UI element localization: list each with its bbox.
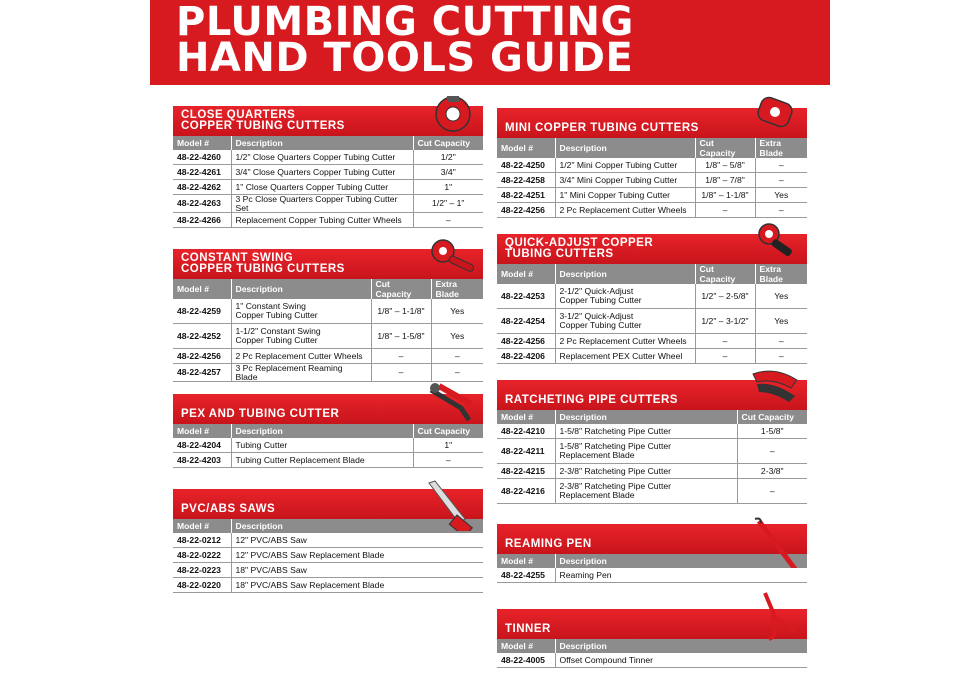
reaming-pen-icon	[745, 510, 805, 568]
section-header	[173, 394, 483, 424]
table-cell: 48-22-4203	[173, 453, 231, 468]
table-row	[497, 188, 807, 203]
table-cell: 1/8" – 1-1/8"	[695, 188, 755, 203]
table-cell: Yes	[755, 188, 807, 203]
col-header-model: Model #	[173, 424, 231, 438]
table-cell: 48-22-4215	[497, 464, 555, 479]
table-cell: 48-22-4257	[173, 364, 231, 382]
col-header-description: Description	[231, 279, 371, 299]
col-header-description: Description	[555, 138, 695, 158]
table-cell: –	[413, 213, 483, 228]
table-cell: –	[695, 203, 755, 218]
table-cell: 48-22-4260	[173, 150, 231, 165]
col-header-cut-capacity: Cut Capacity	[413, 136, 483, 150]
section-header	[497, 609, 807, 639]
section-title: RATCHETING PIPE CUTTERS	[505, 394, 678, 406]
table-row	[497, 284, 807, 309]
section-header	[497, 524, 807, 554]
col-header-description: Description	[231, 424, 413, 438]
mini-copper-cutter-icon	[745, 94, 805, 138]
ratcheting-table	[497, 410, 807, 504]
table-cell: Yes	[431, 324, 483, 349]
pex-cutter-icon	[421, 380, 481, 424]
table-cell: 48-22-4259	[173, 299, 231, 324]
section-header	[497, 234, 807, 264]
section-title: MINI COPPER TUBING CUTTERS	[505, 122, 699, 134]
section-title: CLOSE QUARTERS COPPER TUBING CUTTERS	[181, 109, 345, 132]
table-cell: 48-22-0220	[173, 578, 231, 593]
pex-table	[173, 424, 483, 468]
table-cell: 48-22-4253	[497, 284, 555, 309]
section-pvc-saws	[173, 489, 483, 593]
section-header	[173, 106, 483, 136]
col-header-description: Description	[555, 554, 807, 568]
table-cell: 1/2" – 3-1/2"	[695, 309, 755, 334]
table-cell: 3 Pc Close Quarters Copper Tubing Cutter Set	[231, 195, 413, 213]
table-row	[173, 180, 483, 195]
table-cell: 48-22-4266	[173, 213, 231, 228]
col-header-model: Model #	[173, 136, 231, 150]
table-cell: 48-22-4250	[497, 158, 555, 173]
table-row	[497, 158, 807, 173]
table-cell: 48-22-0223	[173, 563, 231, 578]
col-header-model: Model #	[497, 554, 555, 568]
page-title: PLUMBING CUTTING HAND TOOLS GUIDE	[176, 0, 634, 81]
table-cell: 1" Constant Swing Copper Tubing Cutter	[231, 299, 371, 324]
table-cell: –	[737, 439, 807, 464]
table-cell: –	[371, 364, 431, 382]
section-header	[173, 489, 483, 519]
section-title: PEX AND TUBING CUTTER	[181, 408, 340, 420]
col-header-model: Model #	[173, 519, 231, 533]
table-cell: Yes	[755, 309, 807, 334]
col-header-model: Model #	[497, 639, 555, 653]
table-row	[173, 213, 483, 228]
table-cell: 2-3/8" Ratcheting Pipe Cutter Replacement Blade	[555, 479, 737, 504]
section-title: REAMING PEN	[505, 538, 592, 550]
table-cell: 1"	[413, 438, 483, 453]
table-cell: 1-5/8" Ratcheting Pipe Cutter Replacement Blade	[555, 439, 737, 464]
table-row	[173, 165, 483, 180]
col-header-description: Description	[555, 639, 807, 653]
table-cell: Replacement Copper Tubing Cutter Wheels	[231, 213, 413, 228]
table-cell: 48-22-4252	[173, 324, 231, 349]
table-cell: –	[695, 349, 755, 364]
table-cell: 1" Mini Copper Tubing Cutter	[555, 188, 695, 203]
table-cell: 1/8" – 5/8"	[695, 158, 755, 173]
table-row	[497, 334, 807, 349]
table-cell: –	[755, 334, 807, 349]
section-title: TINNER	[505, 623, 551, 635]
col-header-model: Model #	[497, 410, 555, 424]
table-row	[497, 653, 807, 668]
table-row	[497, 203, 807, 218]
section-title: QUICK-ADJUST COPPER TUBING CUTTERS	[505, 237, 654, 260]
table-cell: 48-22-4261	[173, 165, 231, 180]
table-row	[173, 364, 483, 382]
table-cell: 12" PVC/ABS Saw Replacement Blade	[231, 548, 483, 563]
constant-swing-cutter-icon	[421, 235, 481, 279]
table-cell: 2 Pc Replacement Cutter Wheels	[555, 334, 695, 349]
section-header	[173, 249, 483, 279]
table-cell: 48-22-4255	[497, 568, 555, 583]
close-quarters-table	[173, 136, 483, 228]
table-cell: 1/2" – 1"	[413, 195, 483, 213]
table-cell: 3/4" Close Quarters Copper Tubing Cutter	[231, 165, 413, 180]
section-tinner	[497, 609, 807, 668]
section-mini-copper	[497, 108, 807, 218]
table-row	[173, 533, 483, 548]
table-cell: 48-22-4216	[497, 479, 555, 504]
table-cell: 18" PVC/ABS Saw	[231, 563, 483, 578]
table-cell: 1/8" – 1-1/8"	[371, 299, 431, 324]
col-header-model: Model #	[497, 264, 555, 284]
table-cell: 48-22-4204	[173, 438, 231, 453]
table-cell: Yes	[755, 284, 807, 309]
quick-adjust-table	[497, 264, 807, 364]
section-header	[497, 380, 807, 410]
section-constant-swing	[173, 249, 483, 382]
title-banner	[150, 0, 830, 85]
table-row	[497, 568, 807, 583]
table-cell: 48-22-0222	[173, 548, 231, 563]
col-header-extra-blade: Extra Blade	[431, 279, 483, 299]
table-row	[497, 439, 807, 464]
tinner-snips-icon	[745, 585, 805, 641]
table-cell: 48-22-4262	[173, 180, 231, 195]
section-title: CONSTANT SWING COPPER TUBING CUTTERS	[181, 252, 345, 275]
table-cell: 1-5/8" Ratcheting Pipe Cutter	[555, 424, 737, 439]
table-row	[497, 424, 807, 439]
table-cell: 1"	[413, 180, 483, 195]
table-row	[497, 464, 807, 479]
col-header-cut-capacity: Cut Capacity	[737, 410, 807, 424]
table-cell: –	[371, 349, 431, 364]
col-header-description: Description	[231, 136, 413, 150]
table-row	[497, 173, 807, 188]
table-cell: 1/2" Close Quarters Copper Tubing Cutter	[231, 150, 413, 165]
col-header-cut-capacity: Cut Capacity	[695, 264, 755, 284]
section-quick-adjust	[497, 234, 807, 364]
table-row	[173, 195, 483, 213]
table-row	[173, 299, 483, 324]
table-cell: 1/2" Mini Copper Tubing Cutter	[555, 158, 695, 173]
section-close-quarters	[173, 106, 483, 228]
table-cell: 18" PVC/ABS Saw Replacement Blade	[231, 578, 483, 593]
table-cell: –	[755, 203, 807, 218]
mini-copper-table	[497, 138, 807, 218]
table-cell: 48-22-4256	[497, 334, 555, 349]
table-cell: 1/8" – 7/8"	[695, 173, 755, 188]
section-reaming-pen	[497, 524, 807, 583]
close-quarters-cutter-icon	[421, 92, 481, 136]
table-cell: 1-1/2" Constant Swing Copper Tubing Cutter	[231, 324, 371, 349]
table-row	[497, 309, 807, 334]
section-pex-cutter	[173, 394, 483, 468]
table-cell: 2-1/2" Quick-Adjust Copper Tubing Cutter	[555, 284, 695, 309]
table-row	[497, 349, 807, 364]
table-cell: 48-22-4256	[173, 349, 231, 364]
table-cell: Yes	[431, 299, 483, 324]
table-cell: 48-22-4254	[497, 309, 555, 334]
table-row	[173, 349, 483, 364]
table-cell: 1-5/8"	[737, 424, 807, 439]
table-cell: 1/2" – 2-5/8"	[695, 284, 755, 309]
table-cell: 2-3/8"	[737, 464, 807, 479]
table-row	[497, 479, 807, 504]
table-row	[173, 563, 483, 578]
table-cell: 3-1/2" Quick-Adjust Copper Tubing Cutter	[555, 309, 695, 334]
section-ratcheting	[497, 380, 807, 504]
col-header-model: Model #	[497, 138, 555, 158]
col-header-cut-capacity: Cut Capacity	[371, 279, 431, 299]
col-header-description: Description	[555, 264, 695, 284]
table-row	[173, 578, 483, 593]
table-cell: 3/4" Mini Copper Tubing Cutter	[555, 173, 695, 188]
table-cell: 48-22-4206	[497, 349, 555, 364]
table-cell: –	[737, 479, 807, 504]
section-title: PVC/ABS SAWS	[181, 503, 276, 515]
ratcheting-cutter-icon	[745, 366, 805, 410]
table-cell: 2 Pc Replacement Cutter Wheels	[555, 203, 695, 218]
table-row	[173, 438, 483, 453]
table-cell: 48-22-0212	[173, 533, 231, 548]
constant-swing-table	[173, 279, 483, 382]
table-cell: 48-22-4005	[497, 653, 555, 668]
col-header-cut-capacity: Cut Capacity	[413, 424, 483, 438]
col-header-model: Model #	[173, 279, 231, 299]
table-cell: 3/4"	[413, 165, 483, 180]
table-row	[173, 548, 483, 563]
col-header-cut-capacity: Cut Capacity	[695, 138, 755, 158]
pvc-saw-icon	[421, 475, 481, 531]
table-cell: Offset Compound Tinner	[555, 653, 807, 668]
table-cell: 2 Pc Replacement Cutter Wheels	[231, 349, 371, 364]
table-cell: 2-3/8" Ratcheting Pipe Cutter	[555, 464, 737, 479]
table-cell: 48-22-4263	[173, 195, 231, 213]
table-cell: 48-22-4258	[497, 173, 555, 188]
col-header-extra-blade: Extra Blade	[755, 138, 807, 158]
table-row	[173, 453, 483, 468]
table-cell: –	[431, 364, 483, 382]
table-cell: –	[695, 334, 755, 349]
table-cell: –	[755, 173, 807, 188]
table-cell: 1/2"	[413, 150, 483, 165]
table-cell: Reaming Pen	[555, 568, 807, 583]
col-header-description: Description	[555, 410, 737, 424]
table-cell: –	[431, 349, 483, 364]
table-cell: Tubing Cutter Replacement Blade	[231, 453, 413, 468]
table-cell: 1" Close Quarters Copper Tubing Cutter	[231, 180, 413, 195]
col-header-description: Description	[231, 519, 483, 533]
table-cell: 48-22-4211	[497, 439, 555, 464]
table-cell: –	[755, 349, 807, 364]
table-cell: 12" PVC/ABS Saw	[231, 533, 483, 548]
section-header	[497, 108, 807, 138]
table-cell: 48-22-4210	[497, 424, 555, 439]
table-cell: Replacement PEX Cutter Wheel	[555, 349, 695, 364]
quick-adjust-cutter-icon	[745, 220, 805, 264]
tinner-table	[497, 639, 807, 668]
table-cell: 1/8" – 1-5/8"	[371, 324, 431, 349]
table-row	[173, 324, 483, 349]
table-cell: 48-22-4256	[497, 203, 555, 218]
table-cell: 3 Pc Replacement Reaming Blade	[231, 364, 371, 382]
col-header-extra-blade: Extra Blade	[755, 264, 807, 284]
table-cell: –	[413, 453, 483, 468]
table-cell: Tubing Cutter	[231, 438, 413, 453]
table-cell: 48-22-4251	[497, 188, 555, 203]
table-row	[173, 150, 483, 165]
table-cell: –	[755, 158, 807, 173]
